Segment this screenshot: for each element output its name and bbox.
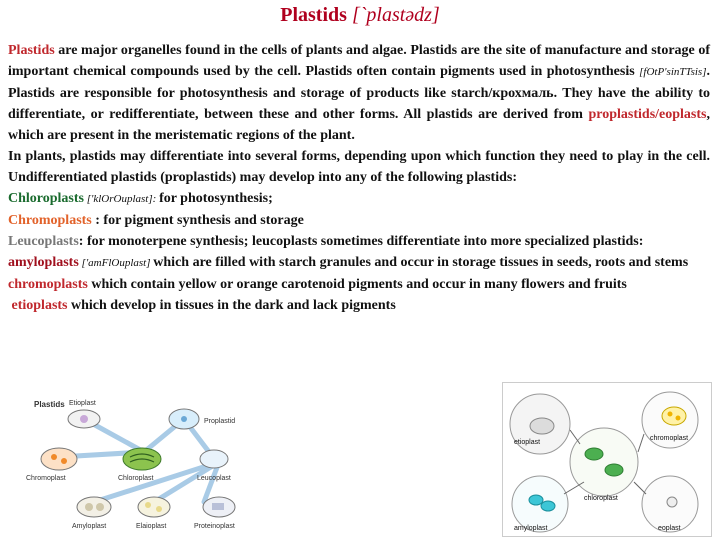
label-proplastid: Proplastid xyxy=(204,418,236,425)
label-amyloplast: Amyloplast xyxy=(72,523,107,530)
title-text: Plastids xyxy=(280,4,347,26)
chloroplast-organelle-1 xyxy=(585,448,603,460)
desc-leucoplasts: : for monoterpene synthesis; leucoplasts sometimes differentiate into more specialized plastids: xyxy=(78,234,644,249)
label-eoplast-cell: eoplast xyxy=(658,525,681,532)
item-leucoplasts xyxy=(8,231,710,252)
elaioplast-drop-1 xyxy=(145,502,151,508)
pron-photosynthesis: [fOtP'sinTTsis] xyxy=(639,66,707,78)
label-chloroplast-cell: chloroplast xyxy=(584,495,618,502)
label-chromoplast: Chromoplast xyxy=(26,475,66,482)
term-leucoplasts: Leucoplasts xyxy=(8,234,79,249)
chromoplast-dot-1 xyxy=(51,454,57,460)
body-text xyxy=(8,40,710,316)
leucoplast-icon xyxy=(200,450,228,468)
chromoplast-pigment-2 xyxy=(676,416,681,421)
paragraph-differentiate: In plants, plastids may differentiate into several forms, depending upon which function they need to play in the cell. Undifferentiated plastids (proplastids) may develop into any of the following plastids: xyxy=(8,149,710,185)
item-chloroplasts xyxy=(8,188,710,210)
intro-part2: . Plastids are responsible for photosynthesis and storage of products like starch/крохмаль. They have the ability to differentiate, or redifferentiate, between these and other forms. All plastids are derived from xyxy=(8,64,710,122)
term-chromoplasts: Chromoplasts xyxy=(8,213,92,228)
amyloplast-organelle-2 xyxy=(541,501,555,511)
term-chloroplasts: Chloroplasts xyxy=(8,191,84,206)
amyloplast-organelle-1 xyxy=(529,495,543,505)
label-leucoplast: Leucoplast xyxy=(197,475,231,482)
term-plastids: Plastids xyxy=(8,43,55,58)
plastid-diagram xyxy=(14,397,282,537)
eoplast-organelle xyxy=(667,497,677,507)
page-title xyxy=(0,4,720,27)
chromoplast-pigment-1 xyxy=(668,412,673,417)
term-amyloplasts: amyloplasts xyxy=(8,255,79,270)
desc-amyloplasts: which are filled with starch granules and occur in storage tissues in seeds, roots and stems xyxy=(153,255,689,270)
elaioplast-icon xyxy=(138,497,170,517)
pron-chloroplasts: ['klOrOuplast]: xyxy=(83,193,160,205)
desc-etioplasts: which develop in tissues in the dark and lack pigments xyxy=(67,298,396,313)
label-proteinoplast: Proteinoplast xyxy=(194,523,235,530)
item-etioplasts xyxy=(8,295,710,316)
chloroplast-organelle-2 xyxy=(605,464,623,476)
chromoplast-dot-2 xyxy=(61,458,67,464)
amyloplast-grain-1 xyxy=(85,503,93,511)
intro-part3: , which are present in the meristematic regions of the plant. xyxy=(8,107,710,143)
amyloplast-icon xyxy=(77,497,111,517)
item-chromoplasts xyxy=(8,210,710,231)
term-chromoplasts-2: chromoplasts xyxy=(8,277,88,292)
label-chloroplast: Chloroplast xyxy=(118,475,154,482)
term-proplastids: proplastids/eoplasts xyxy=(588,107,707,122)
amyloplast-grain-2 xyxy=(96,503,104,511)
desc-chloroplasts: for photosynthesis; xyxy=(159,191,273,206)
desc-chromoplasts: : for pigment synthesis and storage xyxy=(91,213,304,228)
term-etioplasts: etioplasts xyxy=(11,298,68,313)
chromoplast-icon xyxy=(41,448,77,470)
label-etioplast-cell: etioplast xyxy=(514,439,541,446)
desc-chromoplasts-2: which contain yellow or orange carotenoid pigments and occur in many flowers and fruits xyxy=(87,277,627,292)
intro-part1: are major organelles found in the cells of plants and algae. Plastids are the site of manufacture and storage of important chemical compounds used by the cell. Plastids often contain pigments used in photosynthesis xyxy=(8,43,710,79)
elaioplast-drop-2 xyxy=(156,506,162,512)
chloroplast-cell-icon xyxy=(570,428,638,496)
diagram-heading: Plastids xyxy=(34,400,65,409)
etioplast-organelle xyxy=(530,418,554,434)
label-elaioplast: Elaioplast xyxy=(136,523,167,530)
proteinoplast-crystal xyxy=(212,503,224,510)
label-chromoplast-cell: chromoplast xyxy=(650,435,689,442)
label-amyloplast-cell: amyloplast xyxy=(514,525,548,532)
cell-diagram xyxy=(502,382,712,537)
item-chromoplasts-2 xyxy=(8,274,710,295)
label-etioplast: Etioplast xyxy=(69,400,96,407)
paragraph-intro xyxy=(8,40,710,146)
pron-amyloplasts: ['amFlOuplast] xyxy=(78,257,154,269)
title-pronunciation: [`plastədz] xyxy=(351,4,440,26)
etioplast-body xyxy=(80,415,88,423)
chromoplast-organelle xyxy=(662,407,686,425)
item-amyloplasts xyxy=(8,252,710,274)
proplastid-body xyxy=(181,416,187,422)
